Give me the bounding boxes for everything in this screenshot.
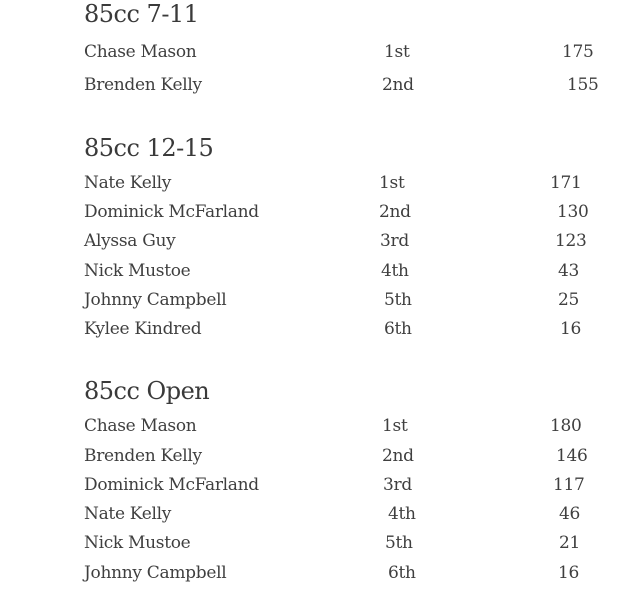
rider-place: 2nd bbox=[379, 202, 411, 222]
result-row bbox=[84, 290, 624, 314]
result-row bbox=[84, 42, 624, 66]
rider-points: 16 bbox=[558, 563, 580, 583]
result-row bbox=[84, 231, 624, 255]
result-row bbox=[84, 75, 624, 99]
result-row bbox=[84, 173, 624, 197]
rider-points: 117 bbox=[553, 475, 585, 495]
rider-name: Nick Mustoe bbox=[84, 261, 191, 281]
rider-points: 46 bbox=[559, 504, 581, 524]
rider-points: 155 bbox=[567, 75, 599, 95]
rider-name: Dominick McFarland bbox=[84, 202, 259, 222]
result-row bbox=[84, 475, 624, 499]
rider-name: Nate Kelly bbox=[84, 504, 172, 524]
rider-place: 4th bbox=[381, 261, 409, 281]
rider-place: 1st bbox=[382, 416, 408, 436]
rider-place: 1st bbox=[384, 42, 410, 62]
rider-place: 2nd bbox=[382, 446, 414, 466]
result-row bbox=[84, 446, 624, 470]
rider-place: 3rd bbox=[383, 475, 412, 495]
rider-name: Alyssa Guy bbox=[84, 231, 176, 251]
rider-place: 3rd bbox=[380, 231, 409, 251]
rider-points: 175 bbox=[562, 42, 594, 62]
rider-place: 5th bbox=[384, 290, 412, 310]
rider-name: Johnny Campbell bbox=[84, 290, 227, 310]
rider-place: 4th bbox=[388, 504, 416, 524]
result-row bbox=[84, 504, 624, 528]
rider-points: 16 bbox=[560, 319, 582, 339]
rider-name: Dominick McFarland bbox=[84, 475, 259, 495]
rider-place: 2nd bbox=[382, 75, 414, 95]
section-title: 85cc 7-11 bbox=[84, 0, 199, 28]
section-title: 85cc Open bbox=[84, 377, 210, 405]
rider-points: 25 bbox=[558, 290, 580, 310]
section-title: 85cc 12-15 bbox=[84, 134, 214, 162]
result-row bbox=[84, 563, 624, 587]
rider-name: Chase Mason bbox=[84, 416, 197, 436]
rider-points: 43 bbox=[558, 261, 580, 281]
rider-name: Nick Mustoe bbox=[84, 533, 191, 553]
rider-place: 6th bbox=[388, 563, 416, 583]
rider-name: Nate Kelly bbox=[84, 173, 172, 193]
result-row bbox=[84, 416, 624, 440]
rider-points: 130 bbox=[557, 202, 589, 222]
rider-place: 5th bbox=[385, 533, 413, 553]
rider-points: 171 bbox=[550, 173, 582, 193]
result-row bbox=[84, 533, 624, 557]
rider-place: 6th bbox=[384, 319, 412, 339]
rider-name: Brenden Kelly bbox=[84, 75, 202, 95]
rider-place: 1st bbox=[379, 173, 405, 193]
rider-points: 21 bbox=[559, 533, 581, 553]
rider-points: 123 bbox=[555, 231, 587, 251]
result-row bbox=[84, 319, 624, 343]
result-row bbox=[84, 261, 624, 285]
rider-name: Brenden Kelly bbox=[84, 446, 202, 466]
result-row bbox=[84, 202, 624, 226]
rider-name: Kylee Kindred bbox=[84, 319, 202, 339]
rider-name: Chase Mason bbox=[84, 42, 197, 62]
rider-name: Johnny Campbell bbox=[84, 563, 227, 583]
rider-points: 180 bbox=[550, 416, 582, 436]
rider-points: 146 bbox=[556, 446, 588, 466]
